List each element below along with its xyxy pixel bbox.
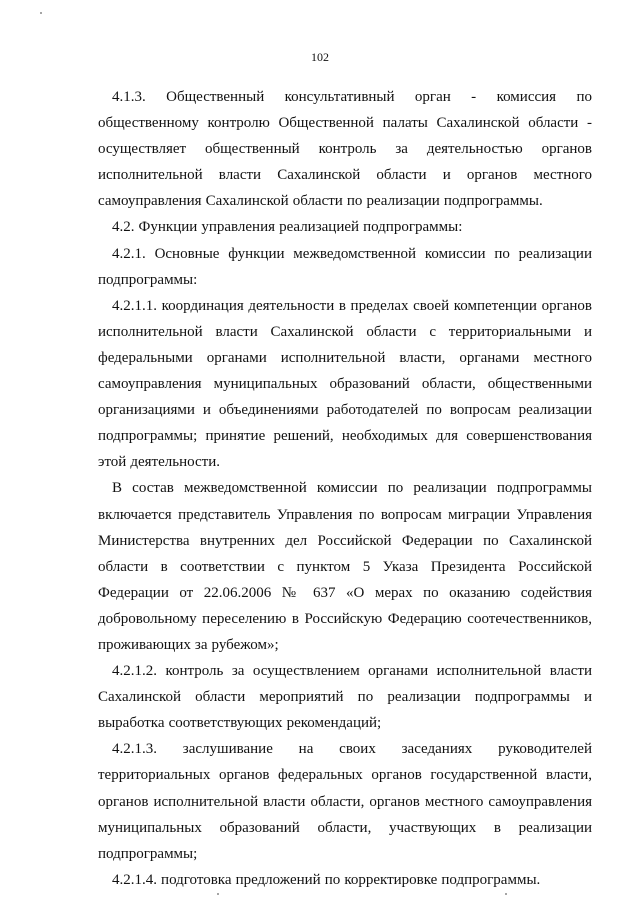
page-number: 102: [311, 50, 329, 64]
paragraph-commission-composition: В состав межведомственной комиссии по реализации подпрограммы включается представитель Управления по вопросам миграции Управления Министерства внутренних дел Российской Федерации по Сахалинской области в соответствии с пунктом 5 Указа Президента Российской Федерации от 22.06.2006 № 637 «О мерах по оказанию содействия добровольному переселению в Российскую Федерацию соотечественников, проживающих за рубежом»;: [98, 480, 592, 653]
paragraph-4-1-3: 4.1.3. Общественный консультативный орган - комиссия по общественному контролю Общественной палаты Сахалинской области - осуществляет общественный контроль за деятельностью органов исполнительной власти Сахалинской области и органов местного самоуправления Сахалинской области по реализации подпрограммы.: [98, 89, 592, 210]
scan-speck: [217, 893, 219, 895]
paragraph-4-2-1-4: 4.2.1.4. подготовка предложений по корректировке подпрограммы.: [112, 871, 541, 888]
paragraph-4-2-1: 4.2.1. Основные функции межведомственной комиссии по реализации подпрограммы:: [98, 245, 592, 288]
paragraph-4-2: 4.2. Функции управления реализацией подпрограммы:: [112, 219, 463, 236]
scan-speck: [40, 12, 42, 14]
paragraph-4-2-1-1: 4.2.1.1. координация деятельности в пределах своей компетенции органов исполнительной власти Сахалинской области с территориальными и федеральными органами исполнительной власти, органами местного самоуправления муниципальных образований области, общественными организациями и объединениями работодателей по вопросам реализации подпрограммы; принятие решений, необходимых для совершенствования этой деятельности.: [98, 297, 592, 471]
document-body: [98, 84, 592, 893]
scan-speck: [505, 893, 507, 895]
paragraph-4-2-1-3: 4.2.1.3. заслушивание на своих заседаниях руководителей территориальных органов федеральных органов государственной власти, органов исполнительной власти области, органов местного самоуправления муниципальных образований области, участвующих в реализации подпрограммы;: [98, 741, 592, 862]
paragraph-4-2-1-2: 4.2.1.2. контроль за осуществлением органами исполнительной власти Сахалинской области мероприятий по реализации подпрограммы и выработка соответствующих рекомендаций;: [98, 663, 592, 732]
